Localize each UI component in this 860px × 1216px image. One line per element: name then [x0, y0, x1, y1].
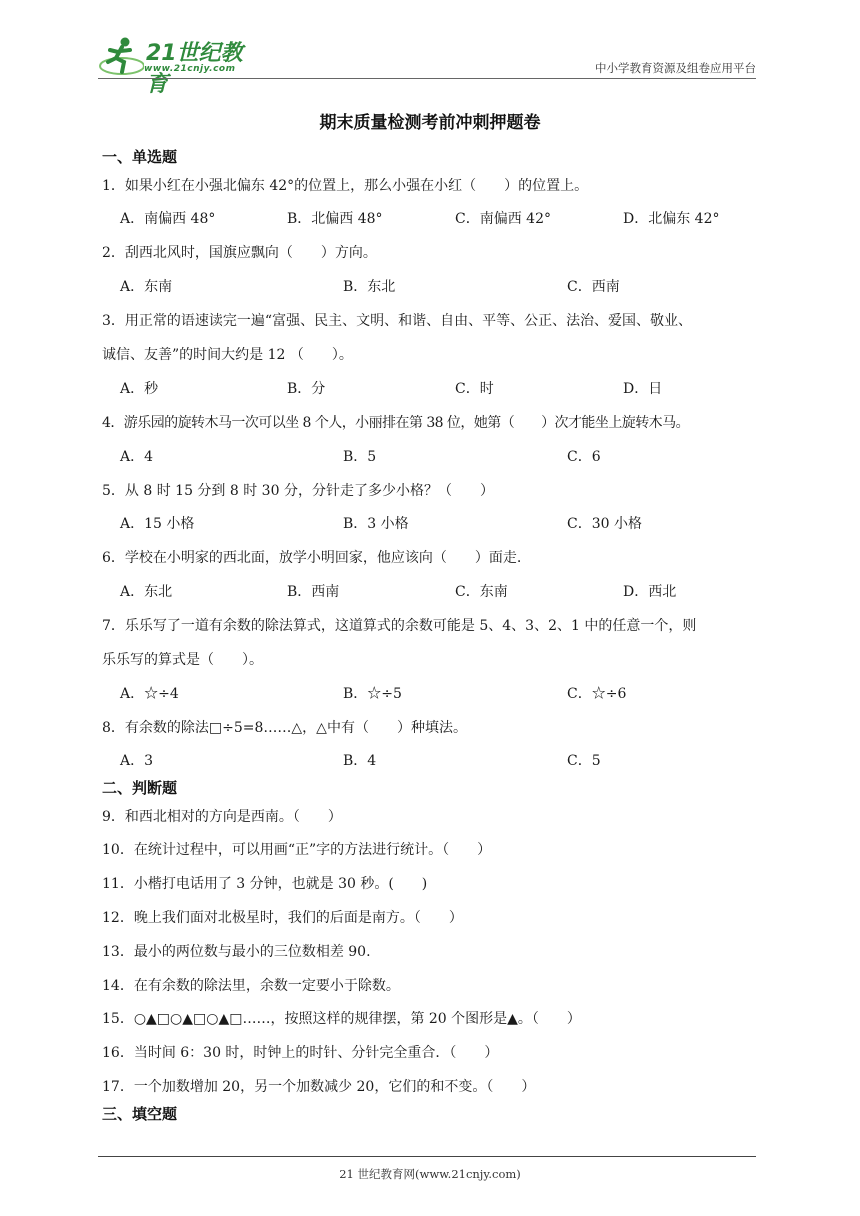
q3-option-b[interactable]: B．分	[287, 381, 326, 397]
logo-url: www.21cnjy.com	[144, 64, 236, 74]
q1-option-a[interactable]: A．南偏西 48°	[120, 211, 216, 227]
question-11: 11．小楷打电话用了 3 分钟，也就是 30 秒。( )	[102, 876, 428, 892]
question-12: 12．晚上我们面对北极星时，我们的后面是南方。（ ）	[102, 910, 463, 926]
footer-divider	[98, 1156, 756, 1157]
question-1: 1．如果小红在小强北偏东 42°的位置上，那么小强在小红（ ）的位置上。	[102, 178, 589, 194]
q8-option-c[interactable]: C．5	[567, 753, 601, 769]
question-10: 10．在统计过程中，可以用画“正”字的方法进行统计。（ ）	[102, 842, 492, 858]
section-heading-judgement: 二、判断题	[102, 779, 178, 797]
q5-option-c[interactable]: C．30 小格	[567, 516, 642, 532]
q2-option-a[interactable]: A．东南	[120, 279, 173, 295]
q3-option-a[interactable]: A．秒	[120, 381, 159, 397]
question-6: 6．学校在小明家的西北面，放学小明回家，他应该向（ ）面走.	[102, 550, 522, 566]
q6-option-a[interactable]: A．东北	[120, 584, 173, 600]
q7-option-a[interactable]: A．☆÷4	[120, 686, 179, 702]
question-7: 7．乐乐写了一道有余数的除法算式，这道算式的余数可能是 5、4、3、2、1 中的任意一个，则	[102, 618, 697, 634]
q1-option-b[interactable]: B．北偏西 48°	[287, 211, 383, 227]
question-9: 9．和西北相对的方向是西南。（ ）	[102, 809, 342, 825]
question-7-line2: 乐乐写的算式是（ ）。	[102, 652, 263, 668]
question-4: 4．游乐园的旋转木马一次可以坐 8 个人，小丽排在第 38 位，她第（ ）次才能坐上旋转木马。	[102, 415, 690, 431]
question-14: 14．在有余数的除法里，余数一定要小于除数。	[102, 978, 400, 994]
q4-option-c[interactable]: C．6	[567, 449, 601, 465]
question-3-line2: 诚信、友善”的时间大约是 12 （ ）。	[102, 347, 353, 363]
question-2: 2．刮西北风时，国旗应飘向（ ）方向。	[102, 245, 377, 261]
header-divider	[98, 78, 756, 79]
page-footer[interactable]: 21 世纪教育网(www.21cnjy.com)	[339, 1167, 521, 1181]
q4-option-a[interactable]: A．4	[120, 449, 154, 465]
question-15: 15．○▲□○▲□○▲□……，按照这样的规律摆，第 20 个图形是▲。（ ）	[102, 1011, 581, 1027]
question-8: 8．有余数的除法□÷5=8……△，△中有（ ）种填法。	[102, 720, 467, 736]
section-heading-fill-blank: 三、填空题	[102, 1105, 178, 1123]
header-platform-text: 中小学教育资源及组卷应用平台	[595, 61, 756, 75]
page-header	[98, 30, 756, 97]
q7-option-c[interactable]: C．☆÷6	[567, 686, 627, 702]
site-logo[interactable]	[98, 32, 258, 97]
runner-logo-icon	[98, 36, 144, 76]
q2-option-b[interactable]: B．东北	[343, 279, 396, 295]
section-heading-single-choice: 一、单选题	[102, 148, 178, 166]
q3-option-c[interactable]: C．时	[455, 381, 494, 397]
q8-option-b[interactable]: B．4	[343, 753, 377, 769]
question-3: 3．用正常的语速读完一遍“富强、民主、文明、和谐、自由、平等、公正、法治、爱国、敬业、	[102, 313, 693, 329]
q6-option-c[interactable]: C．东南	[455, 584, 508, 600]
question-17: 17．一个加数增加 20，另一个加数减少 20，它们的和不变。（ ）	[102, 1079, 536, 1095]
q4-option-b[interactable]: B．5	[343, 449, 377, 465]
q2-option-c[interactable]: C．西南	[567, 279, 620, 295]
q3-option-d[interactable]: D．日	[623, 381, 663, 397]
q6-option-d[interactable]: D．西北	[623, 584, 677, 600]
logo-text: 21世纪教育	[146, 41, 243, 97]
q6-option-b[interactable]: B．西南	[287, 584, 340, 600]
q1-option-c[interactable]: C．南偏西 42°	[455, 211, 551, 227]
question-16: 16．当时间 6：30 时，时钟上的时针、分针完全重合．（ ）	[102, 1045, 499, 1061]
q5-option-b[interactable]: B．3 小格	[343, 516, 409, 532]
q7-option-b[interactable]: B．☆÷5	[343, 686, 402, 702]
question-5: 5．从 8 时 15 分到 8 时 30 分，分针走了多少小格？（ ）	[102, 483, 494, 499]
question-13: 13．最小的两位数与最小的三位数相差 90.	[102, 944, 371, 960]
q5-option-a[interactable]: A．15 小格	[120, 516, 195, 532]
q1-option-d[interactable]: D．北偏东 42°	[623, 211, 720, 227]
page-title: 期末质量检测考前冲刺押题卷	[319, 113, 541, 133]
q8-option-a[interactable]: A．3	[120, 753, 154, 769]
